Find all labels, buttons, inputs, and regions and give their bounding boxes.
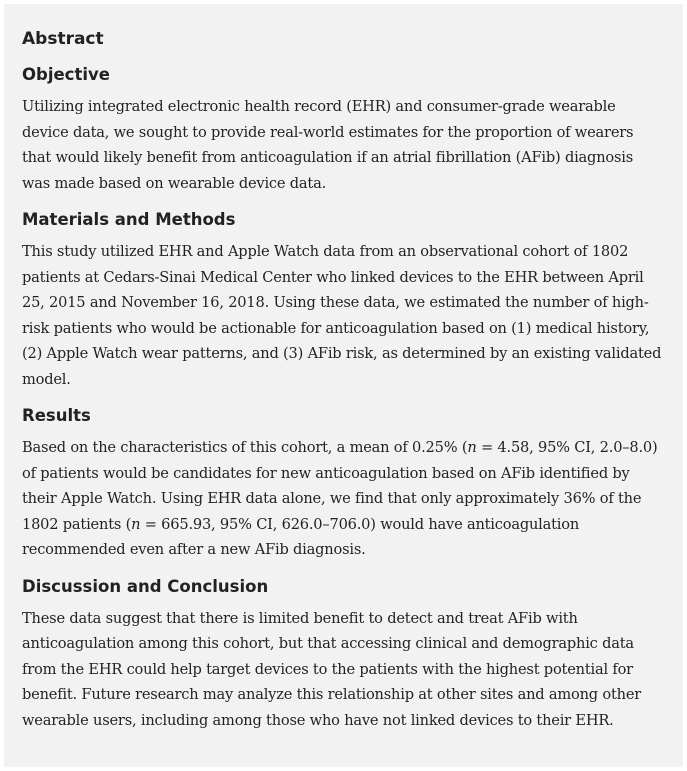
section-objective <box>22 64 665 196</box>
section-body-materials-methods: This study utilized EHR and Apple Watch data from an observational cohort of 1802 patients at Cedars-Sinai Medical Center who linked devices to the EHR between April 25, 2015 and November 16, 2018. Using these data, we estimated the number of high-risk patients who would be actionable for anticoagulation based on (1) medical history, (2) Apple Watch wear patterns, and (3) AFib risk, as determined by an existing validated model. <box>22 243 662 388</box>
results-text-2: = 4.58, 95% CI, 2.0–8.0) of patients would be candidates for new anticoagulation based on AFib identified by their Apple Watch. Using EHR data alone, we find that only approximately 36% of the 1802 patients ( <box>22 439 658 533</box>
section-body-results <box>22 435 665 563</box>
results-text-1: Based on the characteristics of this cohort, a mean of 0.25% ( <box>22 439 468 456</box>
section-body-objective: Utilizing integrated electronic health record (EHR) and consumer-grade wearable device data, we sought to provide real-world estimates for the proportion of wearers that would likely benefit from anticoagulation if an atrial fibrillation (AFib) diagnosis was made based on wearable device data. <box>22 98 634 192</box>
results-text-3: = 665.93, 95% CI, 626.0–706.0) would have anticoagulation recommended even after a new AFib diagnosis. <box>22 515 580 558</box>
section-heading-discussion-conclusion: Discussion and Conclusion <box>22 576 269 596</box>
results-n-symbol-2: n <box>131 515 141 533</box>
section-heading-objective: Objective <box>22 65 110 84</box>
abstract-title: Abstract <box>22 29 104 49</box>
section-body-discussion-conclusion: These data suggest that there is limited benefit to detect and treat AFib with anticoagulation among this cohort, but that accessing clinical and demographic data from the EHR could help target devices to the patients with the highest potential for benefit. Future research may analyze this relationship at other sites and among other wearable users, including among those who have not linked devices to their EHR. <box>22 609 642 729</box>
section-materials-methods <box>22 209 665 392</box>
results-n-symbol-1: n <box>467 439 477 456</box>
section-heading-results: Results <box>22 406 91 425</box>
section-discussion-conclusion <box>22 576 665 734</box>
abstract-panel <box>4 4 683 767</box>
section-heading-materials-methods: Materials and Methods <box>22 210 236 229</box>
section-results <box>22 405 665 563</box>
